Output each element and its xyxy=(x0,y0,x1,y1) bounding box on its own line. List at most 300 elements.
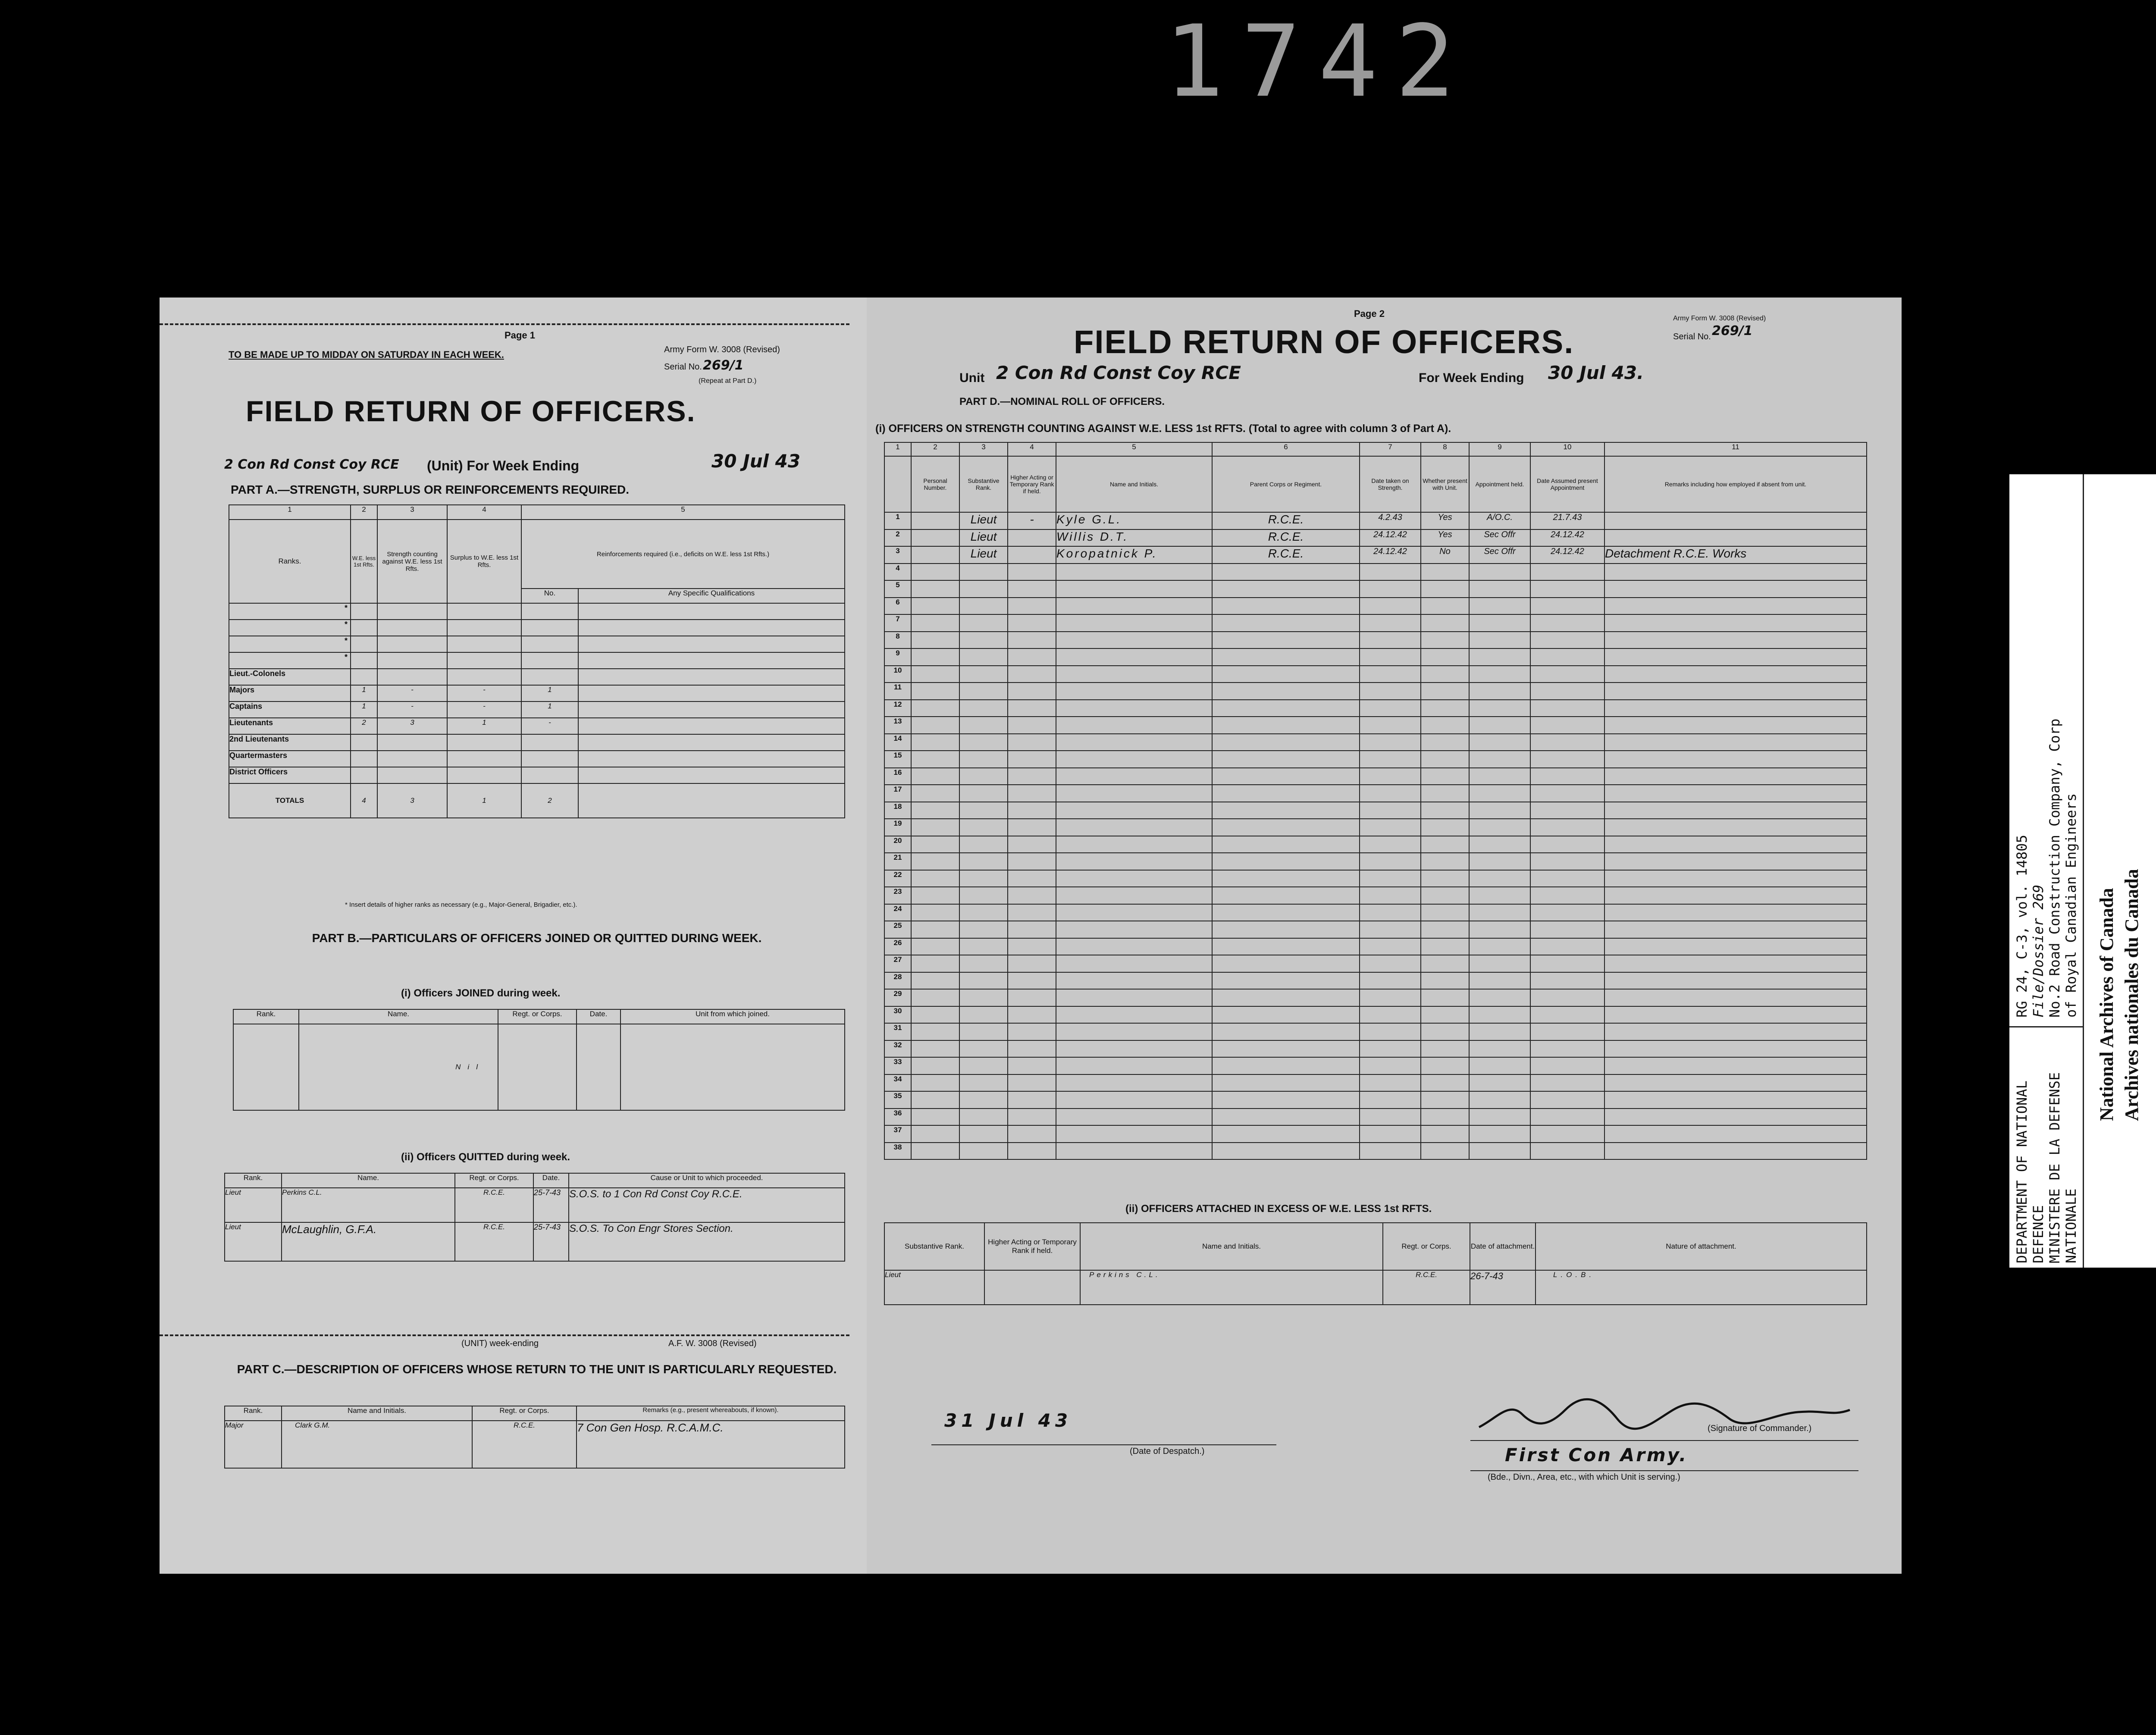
roll-higher xyxy=(1008,529,1056,547)
roll-present xyxy=(1421,836,1469,853)
roll-present xyxy=(1421,1057,1469,1074)
roll-higher xyxy=(1008,887,1056,904)
table-row xyxy=(884,972,1867,990)
personal-number xyxy=(911,1074,959,1092)
reinf-no-value xyxy=(521,669,578,685)
roll-name xyxy=(1056,989,1212,1006)
col-num: 5 xyxy=(1056,442,1212,456)
rank-row xyxy=(229,734,845,751)
roll-remarks xyxy=(1604,1006,1867,1024)
roll-remarks xyxy=(1604,785,1867,802)
rank-label: * xyxy=(229,636,351,652)
roll-assumed xyxy=(1530,989,1604,1006)
roll-name xyxy=(1056,648,1212,666)
roll-corps xyxy=(1212,580,1360,598)
part-c-corps: R.C.E. xyxy=(472,1421,577,1468)
strength-value xyxy=(377,652,447,669)
totals-we: 4 xyxy=(351,783,377,818)
row-number: 11 xyxy=(884,683,911,700)
roll-higher xyxy=(1008,870,1056,887)
table-row xyxy=(884,836,1867,853)
roll-assumed xyxy=(1530,802,1604,819)
table-row xyxy=(884,1057,1867,1074)
roll-appt xyxy=(1469,666,1530,683)
roll-assumed xyxy=(1530,614,1604,632)
roll-higher: - xyxy=(1008,512,1056,529)
roll-rank xyxy=(959,632,1008,649)
table-row xyxy=(884,904,1867,921)
roll-present xyxy=(1421,1143,1469,1160)
we-value xyxy=(351,751,377,767)
roll-header: Personal Number. xyxy=(911,456,959,512)
roll-higher xyxy=(1008,666,1056,683)
personal-number xyxy=(911,972,959,990)
roll-date xyxy=(1360,564,1421,581)
roll-corps xyxy=(1212,1040,1360,1058)
col-num: 6 xyxy=(1212,442,1360,456)
roll-date xyxy=(1360,734,1421,751)
rank-label: * xyxy=(229,620,351,636)
roll-assumed xyxy=(1530,1023,1604,1040)
roll-corps: R.C.E. xyxy=(1212,546,1360,564)
table-row xyxy=(884,785,1867,802)
roll-appt xyxy=(1469,819,1530,836)
roll-header: Substantive Rank. xyxy=(959,456,1008,512)
roll-assumed xyxy=(1530,648,1604,666)
roll-corps xyxy=(1212,972,1360,990)
row-number: 26 xyxy=(884,938,911,955)
roll-rank xyxy=(959,700,1008,717)
row-number: 34 xyxy=(884,1074,911,1092)
roll-assumed xyxy=(1530,717,1604,734)
roll-appt xyxy=(1469,785,1530,802)
roll-date xyxy=(1360,580,1421,598)
roll-appt xyxy=(1469,1040,1530,1058)
roll-higher xyxy=(1008,751,1056,768)
row-number: 16 xyxy=(884,768,911,785)
form-number: Army Form W. 3008 (Revised) xyxy=(664,345,780,354)
quitted-header: Date. xyxy=(533,1173,569,1188)
roll-name xyxy=(1056,955,1212,972)
roll-date xyxy=(1360,972,1421,990)
roll-appt xyxy=(1469,768,1530,785)
roll-higher xyxy=(1008,700,1056,717)
roll-present: Yes xyxy=(1421,512,1469,529)
roll-remarks xyxy=(1604,614,1867,632)
personal-number xyxy=(911,683,959,700)
row-number: 4 xyxy=(884,564,911,581)
personal-number xyxy=(911,921,959,938)
col-num: 1 xyxy=(229,505,351,520)
roll-appt xyxy=(1469,717,1530,734)
roll-appt xyxy=(1469,564,1530,581)
roll-assumed: 21.7.43 xyxy=(1530,512,1604,529)
row-number: 31 xyxy=(884,1023,911,1040)
roll-date xyxy=(1360,853,1421,870)
roll-higher xyxy=(1008,598,1056,615)
roll-corps xyxy=(1212,751,1360,768)
row-number: 27 xyxy=(884,955,911,972)
part-c-table xyxy=(224,1406,845,1469)
col-num: 3 xyxy=(959,442,1008,456)
totals-no: 2 xyxy=(521,783,578,818)
roll-date xyxy=(1360,717,1421,734)
part-c-header: Regt. or Corps. xyxy=(472,1406,577,1421)
row-number: 8 xyxy=(884,632,911,649)
roll-name xyxy=(1056,632,1212,649)
quitted-cause: S.O.S. To Con Engr Stores Section. xyxy=(569,1222,845,1261)
roll-rank xyxy=(959,1109,1008,1126)
roll-corps xyxy=(1212,683,1360,700)
roll-name: Kyle G.L. xyxy=(1056,512,1212,529)
roll-higher xyxy=(1008,853,1056,870)
table-row xyxy=(884,989,1867,1006)
col-num: 2 xyxy=(911,442,959,456)
personal-number xyxy=(911,598,959,615)
header-surplus: Surplus to W.E. less 1st Rfts. xyxy=(447,520,521,603)
roll-corps xyxy=(1212,819,1360,836)
roll-remarks xyxy=(1604,648,1867,666)
roll-name xyxy=(1056,614,1212,632)
roll-date xyxy=(1360,1040,1421,1058)
rank-row xyxy=(229,767,845,783)
roll-name xyxy=(1056,564,1212,581)
roll-name xyxy=(1056,1023,1212,1040)
attached-header: Nature of attachment. xyxy=(1536,1223,1867,1270)
roll-rank xyxy=(959,904,1008,921)
strength-value xyxy=(377,767,447,783)
tear-line xyxy=(160,1334,849,1336)
roll-appt xyxy=(1469,1023,1530,1040)
roll-date xyxy=(1360,955,1421,972)
personal-number xyxy=(911,564,959,581)
roll-name xyxy=(1056,1074,1212,1092)
roll-date: 24.12.42 xyxy=(1360,529,1421,547)
roll-name xyxy=(1056,683,1212,700)
afw-label: A.F. W. 3008 (Revised) xyxy=(668,1339,757,1348)
roll-remarks: Detachment R.C.E. Works xyxy=(1604,546,1867,564)
page-1 xyxy=(160,298,867,1574)
roll-header xyxy=(884,456,911,512)
attached-date: 26-7-43 xyxy=(1470,1270,1536,1305)
row-number: 33 xyxy=(884,1057,911,1074)
roll-header: Name and Initials. xyxy=(1056,456,1212,512)
personal-number xyxy=(911,614,959,632)
roll-name xyxy=(1056,802,1212,819)
surplus-value xyxy=(447,767,521,783)
roll-name xyxy=(1056,1091,1212,1109)
roll-present xyxy=(1421,870,1469,887)
qualification-cell xyxy=(578,767,845,783)
surplus-value: - xyxy=(447,685,521,702)
roll-appt xyxy=(1469,1143,1530,1160)
roll-appt xyxy=(1469,751,1530,768)
roll-name xyxy=(1056,921,1212,938)
roll-present xyxy=(1421,1125,1469,1143)
roll-corps xyxy=(1212,734,1360,751)
roll-date xyxy=(1360,1091,1421,1109)
header-qualifications: Any Specific Qualifications xyxy=(578,589,845,603)
qualification-cell xyxy=(578,718,845,734)
personal-number xyxy=(911,546,959,564)
roll-higher xyxy=(1008,1074,1056,1092)
roll-corps xyxy=(1212,802,1360,819)
roll-rank xyxy=(959,683,1008,700)
roll-present xyxy=(1421,751,1469,768)
serial-label: Serial No. xyxy=(664,362,702,372)
roll-higher xyxy=(1008,1143,1056,1160)
roll-assumed xyxy=(1530,853,1604,870)
roll-corps xyxy=(1212,989,1360,1006)
table-row xyxy=(884,1023,1867,1040)
roll-corps xyxy=(1212,1057,1360,1074)
roll-assumed xyxy=(1530,683,1604,700)
personal-number xyxy=(911,751,959,768)
row-number: 12 xyxy=(884,700,911,717)
we-value xyxy=(351,734,377,751)
roll-higher xyxy=(1008,972,1056,990)
roll-present xyxy=(1421,955,1469,972)
personal-number xyxy=(911,512,959,529)
roll-date xyxy=(1360,904,1421,921)
surplus-value xyxy=(447,603,521,620)
roll-assumed xyxy=(1530,870,1604,887)
table-row xyxy=(884,1006,1867,1024)
roll-date xyxy=(1360,887,1421,904)
attached-table xyxy=(884,1222,1867,1305)
we-value xyxy=(351,669,377,685)
table-row xyxy=(884,700,1867,717)
roll-present xyxy=(1421,734,1469,751)
row-number: 23 xyxy=(884,887,911,904)
roll-name xyxy=(1056,598,1212,615)
roll-appt xyxy=(1469,887,1530,904)
part-c-header: Name and Initials. xyxy=(282,1406,472,1421)
roll-higher xyxy=(1008,921,1056,938)
roll-rank xyxy=(959,1125,1008,1143)
serial-value: 269/1 xyxy=(703,358,744,373)
roll-corps xyxy=(1212,632,1360,649)
we-value: 1 xyxy=(351,702,377,718)
table-row xyxy=(884,802,1867,819)
roll-appt xyxy=(1469,1109,1530,1126)
roll-present xyxy=(1421,683,1469,700)
page-title: FIELD RETURN OF OFFICERS. xyxy=(246,395,696,428)
qualification-cell xyxy=(578,734,845,751)
row-number: 37 xyxy=(884,1125,911,1143)
attached-nature: L.O.B. xyxy=(1536,1270,1867,1305)
roll-corps xyxy=(1212,904,1360,921)
rank-row xyxy=(229,685,845,702)
joined-header: Date. xyxy=(577,1009,620,1024)
we-value xyxy=(351,636,377,652)
roll-corps xyxy=(1212,1143,1360,1160)
roll-corps xyxy=(1212,1125,1360,1143)
roll-appt xyxy=(1469,734,1530,751)
roll-present xyxy=(1421,938,1469,955)
roll-date: 4.2.43 xyxy=(1360,512,1421,529)
attached-header: Regt. or Corps. xyxy=(1383,1223,1470,1270)
roll-corps xyxy=(1212,870,1360,887)
roll-appt: Sec Offr xyxy=(1469,529,1530,547)
quitted-title: (ii) Officers QUITTED during week. xyxy=(401,1151,570,1163)
roll-assumed xyxy=(1530,1006,1604,1024)
roll-name xyxy=(1056,819,1212,836)
rank-label: * xyxy=(229,603,351,620)
card-divider xyxy=(2009,1026,2083,1027)
roll-present xyxy=(1421,1040,1469,1058)
roll-assumed xyxy=(1530,666,1604,683)
reinf-no-value xyxy=(521,734,578,751)
table-row xyxy=(225,1421,845,1468)
table-row xyxy=(884,580,1867,598)
roll-header: Higher Acting or Temporary Rank if held. xyxy=(1008,456,1056,512)
personal-number xyxy=(911,632,959,649)
we-value xyxy=(351,603,377,620)
strength-value xyxy=(377,751,447,767)
roll-appt xyxy=(1469,836,1530,853)
formation-label: (Bde., Divn., Area, etc., with which Unit is serving.) xyxy=(1488,1472,1680,1482)
roll-rank: Lieut xyxy=(959,546,1008,564)
personal-number xyxy=(911,1091,959,1109)
roll-remarks xyxy=(1604,1057,1867,1074)
roll-date xyxy=(1360,1074,1421,1092)
roll-date xyxy=(1360,598,1421,615)
roll-assumed xyxy=(1530,700,1604,717)
roll-date xyxy=(1360,1125,1421,1143)
surplus-value: 1 xyxy=(447,718,521,734)
roll-appt xyxy=(1469,938,1530,955)
row-number: 13 xyxy=(884,717,911,734)
col-num: 2 xyxy=(351,505,377,520)
roll-date xyxy=(1360,989,1421,1006)
roll-rank xyxy=(959,989,1008,1006)
tear-line xyxy=(160,323,849,325)
quitted-cause: S.O.S. to 1 Con Rd Const Coy R.C.E. xyxy=(569,1188,845,1222)
strength-value xyxy=(377,669,447,685)
archive-label-card xyxy=(2009,474,2156,1268)
attached-header: Higher Acting or Temporary Rank if held. xyxy=(984,1223,1080,1270)
roll-header: Parent Corps or Regiment. xyxy=(1212,456,1360,512)
roll-higher xyxy=(1008,1040,1056,1058)
personal-number xyxy=(911,989,959,1006)
roll-rank xyxy=(959,802,1008,819)
strength-value: - xyxy=(377,702,447,718)
roll-date xyxy=(1360,1006,1421,1024)
we-value xyxy=(351,652,377,669)
roll-corps xyxy=(1212,717,1360,734)
attached-corps: R.C.E. xyxy=(1383,1270,1470,1305)
roll-corps xyxy=(1212,1023,1360,1040)
roll-corps xyxy=(1212,1091,1360,1109)
roll-assumed xyxy=(1530,580,1604,598)
roll-appt xyxy=(1469,614,1530,632)
roll-present xyxy=(1421,768,1469,785)
roll-date xyxy=(1360,938,1421,955)
personal-number xyxy=(911,768,959,785)
roll-assumed xyxy=(1530,955,1604,972)
roll-remarks xyxy=(1604,1023,1867,1040)
part-d-title: PART D.—NOMINAL ROLL OF OFFICERS. xyxy=(959,396,1165,407)
nominal-roll-table xyxy=(884,442,1867,1160)
header-no: No. xyxy=(521,589,578,603)
col-num: 8 xyxy=(1421,442,1469,456)
personal-number xyxy=(911,836,959,853)
surplus-value xyxy=(447,751,521,767)
roll-higher xyxy=(1008,717,1056,734)
qualification-cell xyxy=(578,636,845,652)
roll-appt xyxy=(1469,1057,1530,1074)
roll-appt xyxy=(1469,853,1530,870)
roll-remarks xyxy=(1604,802,1867,819)
roll-corps: R.C.E. xyxy=(1212,529,1360,547)
row-number: 6 xyxy=(884,598,911,615)
personal-number xyxy=(911,529,959,547)
row-number: 9 xyxy=(884,648,911,666)
roll-date xyxy=(1360,768,1421,785)
roll-higher xyxy=(1008,580,1056,598)
roll-higher xyxy=(1008,564,1056,581)
roll-present: No xyxy=(1421,546,1469,564)
roll-date xyxy=(1360,819,1421,836)
roll-name xyxy=(1056,972,1212,990)
roll-higher xyxy=(1008,1023,1056,1040)
personal-number xyxy=(911,666,959,683)
roll-present xyxy=(1421,1023,1469,1040)
roll-assumed xyxy=(1530,734,1604,751)
personal-number xyxy=(911,734,959,751)
col-num: 4 xyxy=(447,505,521,520)
col-num: 3 xyxy=(377,505,447,520)
roll-higher xyxy=(1008,819,1056,836)
roll-date xyxy=(1360,614,1421,632)
table-row xyxy=(884,598,1867,615)
quitted-date: 25-7-43 xyxy=(533,1188,569,1222)
dept-line: MINISTERE DE LA DEFENSE xyxy=(2046,1072,2063,1263)
roll-remarks xyxy=(1604,1074,1867,1092)
roll-remarks xyxy=(1604,1091,1867,1109)
roll-name xyxy=(1056,785,1212,802)
roll-present xyxy=(1421,972,1469,990)
table-row xyxy=(884,529,1867,547)
personal-number xyxy=(911,870,959,887)
quitted-rank: Lieut xyxy=(225,1222,282,1261)
roll-present xyxy=(1421,785,1469,802)
roll-rank xyxy=(959,751,1008,768)
unit-label: Unit xyxy=(959,371,985,385)
rank-label: Lieutenants xyxy=(229,718,351,734)
table-row xyxy=(884,683,1867,700)
part-d-subtitle: (i) OFFICERS ON STRENGTH COUNTING AGAINST W.E. LESS 1st RFTS. (Total to agree with column 3 of Part A). xyxy=(875,423,1451,435)
roll-rank xyxy=(959,785,1008,802)
joined-header: Rank. xyxy=(233,1009,299,1024)
rank-row xyxy=(229,718,845,734)
roll-higher xyxy=(1008,938,1056,955)
table-row xyxy=(884,887,1867,904)
roll-appt xyxy=(1469,700,1530,717)
row-number: 22 xyxy=(884,870,911,887)
row-number: 14 xyxy=(884,734,911,751)
signature-label: (Signature of Commander.) xyxy=(1708,1424,1812,1433)
page-title: FIELD RETURN OF OFFICERS. xyxy=(1074,324,1574,360)
roll-date xyxy=(1360,648,1421,666)
personal-number xyxy=(911,1040,959,1058)
roll-name xyxy=(1056,717,1212,734)
row-number: 2 xyxy=(884,529,911,547)
roll-remarks xyxy=(1604,717,1867,734)
roll-rank xyxy=(959,819,1008,836)
row-number: 20 xyxy=(884,836,911,853)
